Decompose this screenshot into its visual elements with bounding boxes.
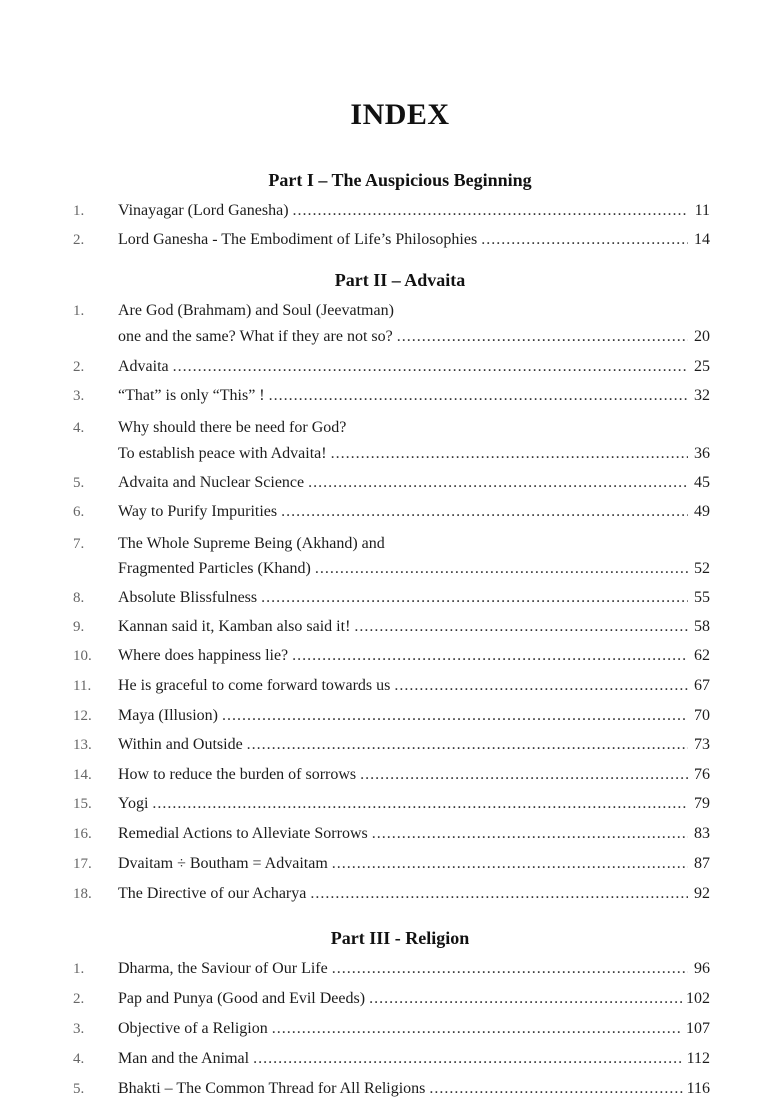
entry-number: 6. <box>73 504 85 520</box>
dot-leader <box>222 702 688 730</box>
entry-page-number: 96 <box>694 960 710 977</box>
entry-page-number: 32 <box>694 387 710 404</box>
entry-title-line-1: Are God (Brahmam) and Soul (Jeevatman) <box>118 302 394 319</box>
entry-title: Objective of a Religion <box>118 1020 268 1037</box>
dot-leader <box>292 642 688 670</box>
entry-title: Dvaitam ÷ Boutham = Advaitam <box>118 855 328 872</box>
entry-title: Pap and Punya (Good and Evil Deeds) <box>118 990 366 1007</box>
entry-number: 12. <box>73 708 92 724</box>
entry-title: Fragmented Particles (Khand) <box>118 560 311 577</box>
entry-number: 3. <box>73 1021 85 1037</box>
dot-leader <box>272 1015 682 1043</box>
entry-title: Advaita <box>118 358 169 375</box>
entry-number: 2. <box>73 232 85 248</box>
entry-page-number: 11 <box>694 202 710 219</box>
part-2-heading: Part II – Advaita <box>334 270 466 290</box>
entry-title-line-1: Why should there be need for God? <box>118 419 347 436</box>
entry-title: How to reduce the burden of sorrows <box>118 766 357 783</box>
dot-leader <box>315 555 688 583</box>
entry-title: Where does happiness lie? <box>118 647 289 664</box>
entry-page-number: 87 <box>694 855 710 872</box>
entry-title: Remedial Actions to Alleviate Sorrows <box>118 825 368 842</box>
dot-leader <box>397 323 688 351</box>
entry-title: Yogi <box>118 795 149 812</box>
entry-number: 11. <box>73 678 92 694</box>
entry-page-number: 73 <box>694 736 710 753</box>
dot-leader <box>369 985 682 1013</box>
entry-number: 5. <box>73 1081 85 1097</box>
entry-title: The Directive of our Acharya <box>118 885 307 902</box>
entry-number: 5. <box>73 475 85 491</box>
entry-number: 18. <box>73 886 92 902</box>
entry-page-number: 62 <box>694 647 710 664</box>
entry-number: 7. <box>73 536 85 552</box>
entry-page-number: 79 <box>694 795 710 812</box>
entry-number: 13. <box>73 737 92 753</box>
entry-number: 1. <box>73 303 85 319</box>
part-1-heading: Part I – The Auspicious Beginning <box>268 170 532 190</box>
dot-leader <box>332 850 688 878</box>
entry-title: Bhakti – The Common Thread for All Religions <box>118 1080 426 1097</box>
entry-page-number: 83 <box>694 825 710 842</box>
dot-leader <box>372 820 688 848</box>
page-title: INDEX <box>350 98 450 131</box>
entry-page-number: 52 <box>694 560 710 577</box>
dot-leader <box>281 498 688 526</box>
entry-page-number: 49 <box>694 503 710 520</box>
entry-number: 15. <box>73 796 92 812</box>
entry-page-number: 55 <box>694 589 710 606</box>
entry-number: 10. <box>73 648 92 664</box>
dot-leader <box>394 672 688 700</box>
entry-title: Kannan said it, Kamban also said it! <box>118 618 351 635</box>
dot-leader <box>261 584 688 612</box>
dot-leader <box>308 469 688 497</box>
entry-page-number: 20 <box>694 328 710 345</box>
entry-title: Man and the Animal <box>118 1050 250 1067</box>
entry-page-number: 116 <box>686 1080 710 1097</box>
dot-leader <box>269 382 688 410</box>
entry-page-number: 58 <box>694 618 710 635</box>
entry-page-number: 14 <box>694 231 710 248</box>
entry-number: 3. <box>73 388 85 404</box>
entry-title: Vinayagar (Lord Ganesha) <box>118 202 289 219</box>
entry-number: 2. <box>73 991 85 1007</box>
entry-title-line-1: The Whole Supreme Being (Akhand) and <box>118 535 385 552</box>
dot-leader <box>429 1075 682 1103</box>
entry-title: Lord Ganesha - The Embodiment of Life’s Philosophies <box>118 231 478 248</box>
entry-title: He is graceful to come forward towards us <box>118 677 391 694</box>
dot-leader <box>481 226 688 254</box>
dot-leader <box>332 955 688 983</box>
entry-page-number: 102 <box>686 990 710 1007</box>
entry-page-number: 45 <box>694 474 710 491</box>
entry-title: Advaita and Nuclear Science <box>118 474 305 491</box>
entry-title: Absolute Blissfulness <box>118 589 258 606</box>
dot-leader <box>331 440 688 468</box>
dot-leader <box>354 613 688 641</box>
entry-number: 2. <box>73 359 85 375</box>
entry-page-number: 112 <box>686 1050 710 1067</box>
entry-number: 17. <box>73 856 92 872</box>
entry-number: 4. <box>73 420 85 436</box>
entry-number: 1. <box>73 961 85 977</box>
dot-leader <box>310 880 688 908</box>
entry-number: 9. <box>73 619 85 635</box>
dot-leader <box>293 197 688 225</box>
entry-title: one and the same? What if they are not so? <box>118 328 393 345</box>
entry-page-number: 107 <box>686 1020 710 1037</box>
entry-page-number: 70 <box>694 707 710 724</box>
entry-number: 4. <box>73 1051 85 1067</box>
entry-page-number: 76 <box>694 766 710 783</box>
dot-leader <box>173 353 688 381</box>
entry-number: 8. <box>73 590 85 606</box>
entry-number: 1. <box>73 203 85 219</box>
entry-number: 14. <box>73 767 92 783</box>
entry-title: Maya (Illusion) <box>118 707 218 724</box>
entry-page-number: 36 <box>694 445 710 462</box>
entry-page-number: 67 <box>694 677 710 694</box>
dot-leader <box>152 790 688 818</box>
dot-leader <box>360 761 688 789</box>
entry-title: “That” is only “This” ! <box>118 387 265 404</box>
entry-title: Within and Outside <box>118 736 243 753</box>
entry-number: 16. <box>73 826 92 842</box>
entry-page-number: 25 <box>694 358 710 375</box>
dot-leader <box>253 1045 683 1073</box>
dot-leader <box>247 731 688 759</box>
entry-title: Dharma, the Saviour of Our Life <box>118 960 328 977</box>
entry-page-number: 92 <box>694 885 710 902</box>
part-3-heading: Part III - Religion <box>330 928 470 948</box>
entry-title: To establish peace with Advaita! <box>118 445 327 462</box>
entry-title: Way to Purify Impurities <box>118 503 278 520</box>
